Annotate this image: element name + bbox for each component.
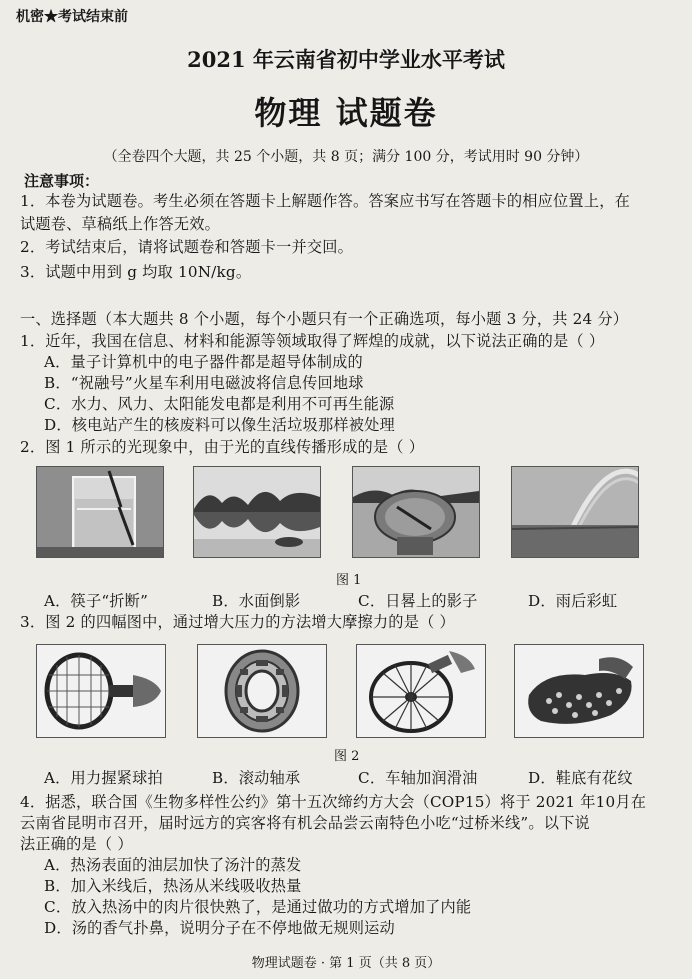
water-reflection-image — [194, 467, 320, 557]
q4-option-a: A．热汤表面的油层加快了汤汁的蒸发 — [44, 856, 302, 874]
q2-option-c: C．日晷上的影子 — [358, 592, 478, 610]
sundial-image — [353, 467, 479, 557]
q4-stem-line: 4．据悉，联合国《生物多样性公约》第十五次缔约方大会（COP15）将于 2021 年10月在 — [20, 793, 647, 811]
q4-option-c: C．放入热汤中的肉片很快熟了，是通过做功的方式增加了内能 — [44, 898, 472, 916]
q1-option-b: B．“祝融号”火星车利用电磁波将信息传回地球 — [44, 374, 364, 392]
q3-option-a: A．用力握紧球拍 — [44, 769, 163, 787]
photo-chopstick-in-water — [36, 466, 164, 558]
exam-subtitle: （全卷四个大题，共 25 个小题，共 8 页；满分 100 分，考试用时 90 分钟） — [103, 149, 589, 165]
wheel-oil-image — [357, 645, 485, 737]
section-heading: 一、选择题（本大题共 8 个小题，每个小题只有一个正确选项，每小题 3 分，共 24 分） — [20, 310, 629, 328]
photo-sundial-shadow — [352, 466, 480, 558]
q4-option-b: B．加入米线后，热汤从米线吸收热量 — [44, 877, 302, 895]
note-line: 3．试题中用到 g 均取 10N/kg。 — [20, 263, 252, 281]
racket-image — [37, 645, 165, 737]
q2-option-d: D．雨后彩虹 — [528, 592, 618, 610]
q4-stem-line: 法正确的是（ ） — [20, 835, 133, 853]
q1-option-a: A．量子计算机中的电子器件都是超导体制成的 — [44, 353, 363, 371]
q4-option-d: D．汤的香气扑鼻，说明分子在不停地做无规则运动 — [44, 919, 395, 937]
q2-option-b: B．水面倒影 — [212, 592, 301, 610]
page-footer: 物理试题卷 · 第 1 页（共 8 页） — [251, 956, 441, 971]
rainbow-image — [512, 467, 638, 557]
q1-stem: 1．近年，我国在信息、材料和能源等领域取得了辉煌的成就，以下说法正确的是（ ） — [20, 332, 605, 350]
q3-option-b: B．滚动轴承 — [212, 769, 301, 787]
figure-2-caption: 图 2 — [334, 749, 360, 764]
q1-option-c: C．水力、风力、太阳能发电都是利用不可再生能源 — [44, 395, 395, 413]
chopstick-in-water-image — [37, 467, 163, 557]
photo-water-reflection — [193, 466, 321, 558]
q1-option-d: D．核电站产生的核废料可以像生活垃圾那样被处理 — [44, 416, 395, 434]
photo-axle-lubrication — [356, 644, 486, 738]
secret-tag: 机密★考试结束前 — [16, 9, 128, 25]
exam-title: 2021 年云南省初中学业水平考试 — [187, 47, 505, 72]
q2-option-a: A．筷子“折断” — [44, 592, 149, 610]
notes-title: 注意事项： — [24, 172, 100, 190]
shoe-sole-image — [515, 645, 643, 737]
paper-title: 物理 试题卷 — [254, 94, 438, 132]
q4-stem-line: 云南省昆明市召开，届时远方的宾客将有机会品尝云南特色小吃“过桥米线”。以下说 — [20, 814, 590, 832]
q3-option-d: D．鞋底有花纹 — [528, 769, 633, 787]
photo-racket-grip — [36, 644, 166, 738]
photo-shoe-sole — [514, 644, 644, 738]
note-line: 1．本卷为试题卷。考生必须在答题卡上解题作答。答案应书写在答题卡的相应位置上，在 — [20, 192, 630, 210]
photo-rolling-bearing — [197, 644, 327, 738]
q3-option-c: C．车轴加润滑油 — [358, 769, 478, 787]
bearing-image — [198, 645, 326, 737]
note-line: 2．考试结束后，请将试题卷和答题卡一并交回。 — [20, 238, 354, 256]
note-line: 试题卷、草稿纸上作答无效。 — [20, 215, 221, 233]
q2-stem: 2．图 1 所示的光现象中，由于光的直线传播形成的是（ ） — [20, 438, 425, 456]
q3-stem: 3．图 2 的四幅图中，通过增大压力的方法增大摩擦力的是（ ） — [20, 613, 455, 631]
photo-rainbow — [511, 466, 639, 558]
figure-1-caption: 图 1 — [336, 573, 362, 588]
